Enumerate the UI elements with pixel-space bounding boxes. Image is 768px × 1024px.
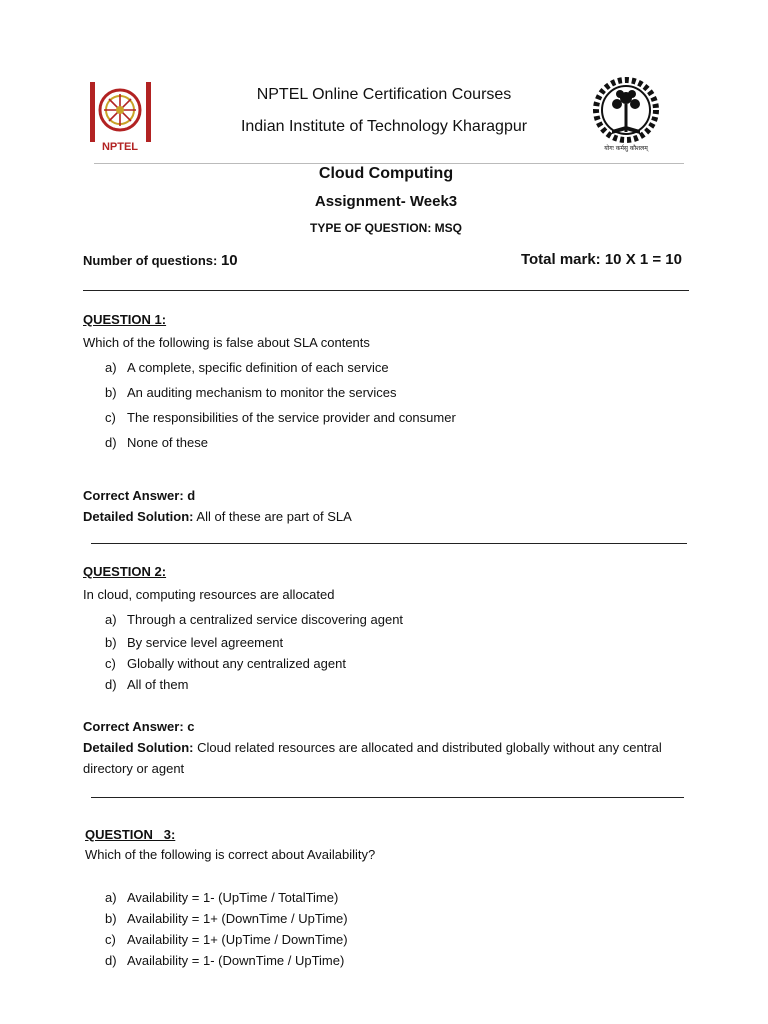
option-label: b): [105, 910, 117, 926]
option-label: d): [105, 952, 117, 968]
detailed-solution-label: Detailed Solution:: [83, 740, 194, 755]
header-line-2: Indian Institute of Technology Kharagpur: [240, 118, 528, 135]
question-text: Which of the following is correct about Availability?: [85, 847, 376, 862]
option-text: A complete, specific definition of each service: [127, 359, 389, 375]
correct-answer-label: Correct Answer:: [83, 719, 184, 734]
answer-1: [83, 485, 693, 527]
correct-answer-label: Correct Answer:: [83, 488, 184, 503]
number-of-questions-label: Number of questions:: [83, 253, 218, 268]
question-2: [83, 562, 693, 695]
option-d: [83, 674, 693, 695]
option-text: All of them: [127, 676, 189, 692]
correct-answer-value: c: [187, 719, 195, 734]
option-text: Globally without any centralized agent: [127, 655, 346, 671]
option-label: d): [105, 676, 117, 692]
nptel-logo-text: NPTEL: [101, 141, 139, 153]
assignment-title: Assignment- Week3: [314, 193, 458, 210]
option-b: [83, 908, 693, 929]
option-label: c): [105, 409, 116, 425]
correct-answer: [83, 716, 693, 737]
detailed-solution-label: Detailed Solution:: [83, 509, 194, 524]
detailed-solution: [83, 737, 693, 779]
question-type: TYPE OF QUESTION: MSQ: [309, 221, 462, 235]
option-text: Availability = 1- (UpTime / TotalTime): [127, 889, 339, 905]
iit-logo-motto: योगः कर्मसु कौशलम्: [604, 145, 648, 152]
total-mark: Total mark: 10 X 1 = 10: [520, 251, 682, 268]
option-list: [83, 355, 693, 455]
question-3: [85, 825, 695, 865]
option-b: [83, 632, 693, 653]
option-text: Availability = 1- (DownTime / UpTime): [127, 952, 345, 968]
section-divider: [91, 543, 687, 544]
option-text: By service level agreement: [127, 634, 284, 650]
question-heading: QUESTION 1:: [83, 312, 167, 327]
detailed-solution-text: Cloud related resources are allocated and distributed globally without any central directory or agent: [83, 740, 662, 776]
option-label: a): [105, 611, 117, 627]
section-divider: [91, 797, 684, 798]
option-d: [83, 950, 693, 971]
option-label: c): [105, 655, 116, 671]
option-label: b): [105, 384, 117, 400]
header-line-1: NPTEL Online Certification Courses: [256, 86, 512, 103]
option-c: [83, 405, 693, 430]
correct-answer-value: d: [187, 488, 196, 503]
option-label: b): [105, 634, 117, 650]
question-1: [83, 310, 693, 455]
question-text: Which of the following is false about SLA contents: [83, 335, 370, 350]
option-label: a): [105, 359, 117, 375]
answer-2: [83, 716, 693, 779]
option-a: [83, 887, 693, 908]
option-a: [83, 355, 693, 380]
question-3-options: [83, 887, 693, 971]
option-text: Availability = 1+ (UpTime / DownTime): [127, 931, 348, 947]
option-text: Availability = 1+ (DownTime / UpTime): [127, 910, 348, 926]
option-c: [83, 929, 693, 950]
question-text: In cloud, computing resources are allocated: [83, 587, 335, 602]
question-heading: QUESTION 2:: [83, 564, 167, 579]
iit-kharagpur-logo: [590, 74, 662, 154]
option-a: [83, 607, 693, 632]
question-heading: QUESTION 3:: [85, 827, 176, 842]
detailed-solution-text: All of these are part of SLA: [196, 509, 352, 524]
number-of-questions-value: 10: [220, 252, 238, 269]
section-divider: [83, 290, 689, 291]
detailed-solution: [83, 506, 693, 527]
option-text: None of these: [127, 434, 208, 450]
option-text: An auditing mechanism to monitor the services: [127, 384, 397, 400]
correct-answer: [83, 485, 693, 506]
option-label: d): [105, 434, 117, 450]
option-label: a): [105, 889, 117, 905]
option-c: [83, 653, 693, 674]
option-list: [83, 887, 693, 971]
course-title: Cloud Computing: [318, 165, 454, 182]
option-b: [83, 380, 693, 405]
header-divider: [94, 163, 684, 164]
number-of-questions: [83, 252, 238, 269]
option-label: c): [105, 931, 116, 947]
option-d: [83, 430, 693, 455]
option-text: The responsibilities of the service provider and consumer: [127, 409, 456, 425]
option-text: Through a centralized service discovering agent: [127, 611, 404, 627]
option-list: [83, 607, 693, 695]
